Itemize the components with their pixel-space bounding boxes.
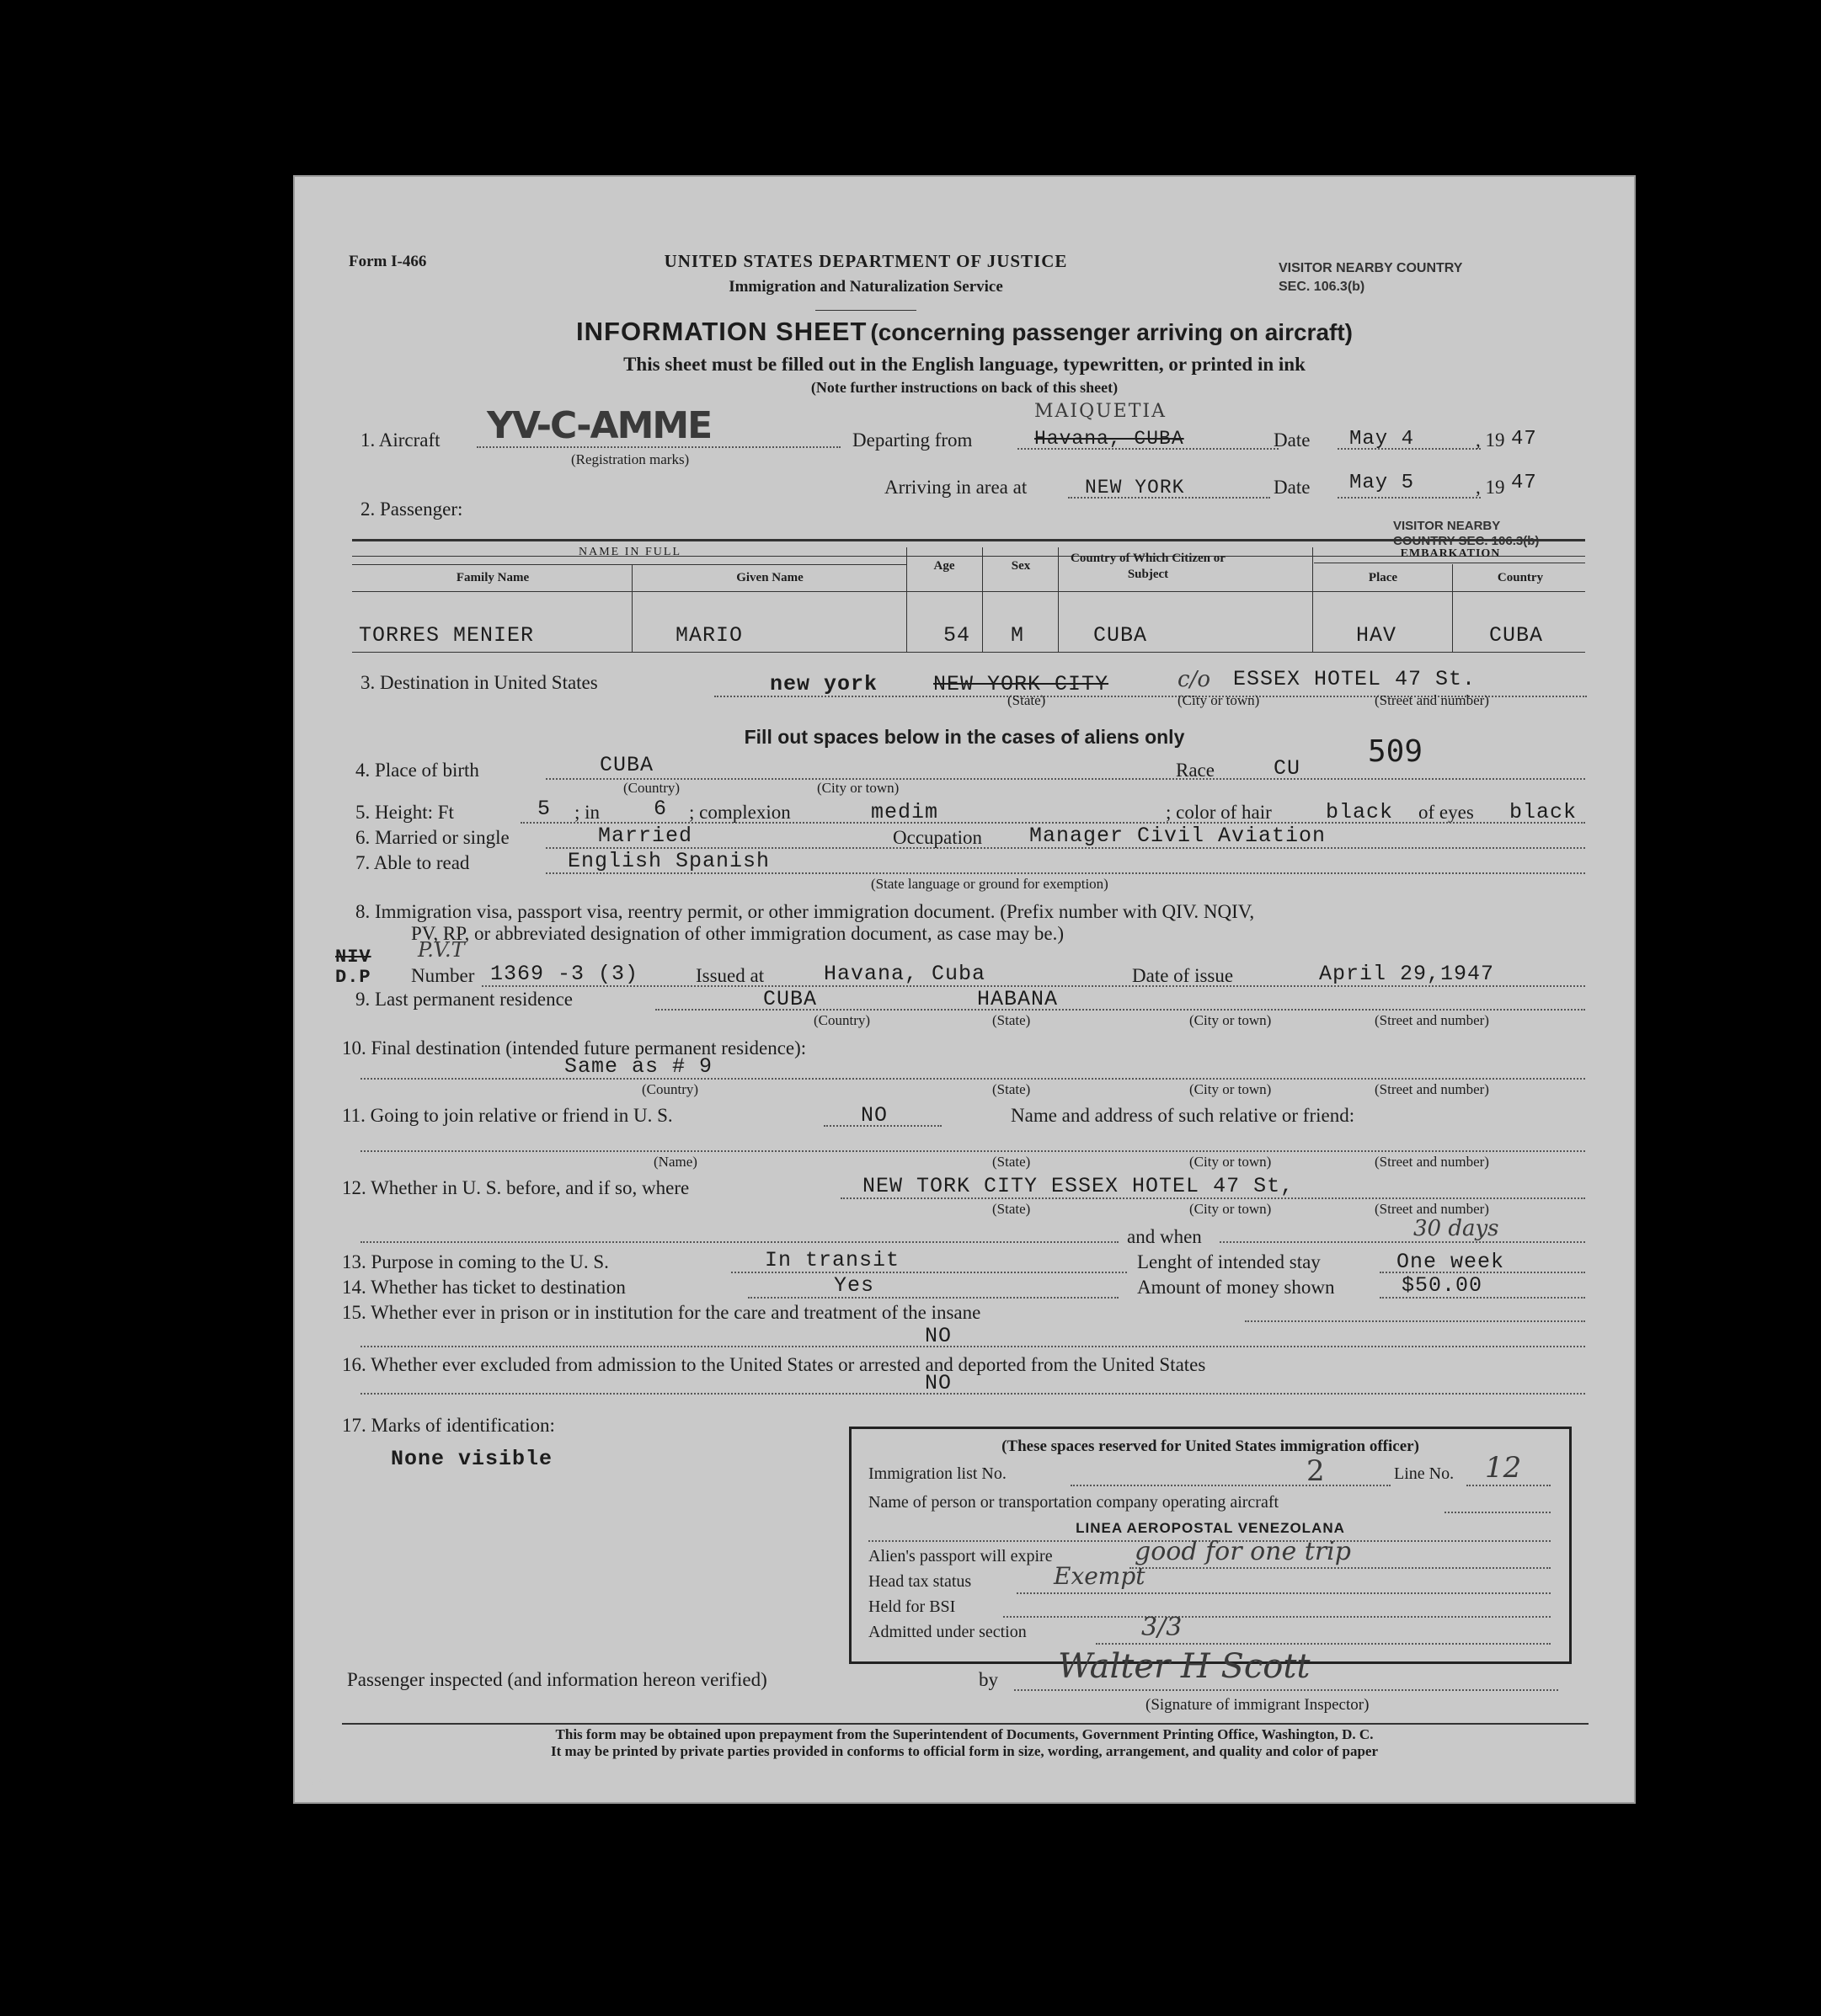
departing-label: Departing from xyxy=(852,429,973,451)
and-when-label: and when xyxy=(1127,1226,1202,1247)
footer-line-2: It may be printed by private parties provided in conforms to official form in size, wording, arrangement, and quality and color of paper xyxy=(550,1743,1379,1759)
last-residence-country: CUBA xyxy=(763,987,818,1011)
caption-relative-street: (Street and number) xyxy=(1375,1154,1489,1170)
service-name: Immigration and Naturalization Service xyxy=(729,278,1003,296)
caption-final-state: (State) xyxy=(992,1081,1031,1097)
form-title xyxy=(293,317,1636,347)
age-heading: Age xyxy=(933,559,955,573)
prison-value: NO xyxy=(925,1324,953,1348)
family-name-value: TORRES MENIER xyxy=(359,623,535,648)
complexion-label: ; complexion xyxy=(689,802,791,823)
arrive-year-prefix: , 19 xyxy=(1476,477,1505,498)
languages-value: English Spanish xyxy=(568,849,771,873)
final-destination-label: 10. Final destination (intended future permanent residence): xyxy=(342,1037,807,1059)
marital-value: Married xyxy=(598,824,693,848)
departing-handwritten: MAIQUETIA xyxy=(1034,401,1167,422)
citizen-value: CUBA xyxy=(1093,623,1148,648)
bsi-label: Held for BSI xyxy=(868,1597,956,1616)
purpose-label: 13. Purpose in coming to the U. S. xyxy=(342,1251,609,1272)
doc-prefix-bottom: D.P xyxy=(335,967,371,988)
officer-box xyxy=(849,1427,1572,1664)
hair-label: ; color of hair xyxy=(1166,802,1272,823)
destination-city: NEW YORK CITY xyxy=(933,672,1109,696)
passport-expire-label: Alien's passport will expire xyxy=(868,1547,1053,1565)
depart-year-prefix: , 19 xyxy=(1476,429,1505,451)
caption-relative-name: (Name) xyxy=(654,1154,697,1170)
caption-city: (City or town) xyxy=(1178,692,1260,708)
marks-value: None visible xyxy=(391,1447,553,1471)
caption-birth-city: (City or town) xyxy=(817,780,900,796)
purpose-value: In transit xyxy=(765,1248,900,1272)
passport-expire-value: good for one trip xyxy=(1135,1537,1351,1566)
caption-before-city: (City or town) xyxy=(1189,1201,1272,1217)
us-before-value: NEW TORK CITY ESSEX HOTEL 47 St, xyxy=(862,1174,1295,1198)
depart-date: May 4 xyxy=(1349,428,1415,451)
head-tax-value: Exempt xyxy=(1054,1562,1145,1590)
embark-place-heading: Place xyxy=(1368,571,1398,584)
last-residence-label: 9. Last permanent residence xyxy=(355,989,573,1010)
aliens-only-heading: Fill out spaces below in the cases of aliens only xyxy=(744,726,1185,748)
age-value: 54 xyxy=(943,623,971,648)
caption-res-street: (Street and number) xyxy=(1375,1012,1489,1028)
money-label: Amount of money shown xyxy=(1137,1277,1335,1298)
occupation-label: Occupation xyxy=(893,827,983,848)
title-main: INFORMATION SHEET xyxy=(576,317,868,346)
doc-prefix-handwritten: P.V.T xyxy=(418,938,465,962)
embark-place-value: HAV xyxy=(1356,623,1397,648)
inspector-caption: (Signature of immigrant Inspector) xyxy=(1145,1696,1370,1714)
excluded-value: NO xyxy=(925,1371,953,1395)
caption-relative-city: (City or town) xyxy=(1189,1154,1272,1170)
issue-date-value: April 29,1947 xyxy=(1319,962,1495,986)
line-no-value: 12 xyxy=(1485,1451,1522,1485)
caption-final-street: (Street and number) xyxy=(1375,1081,1489,1097)
caption-res-state: (State) xyxy=(992,1012,1031,1028)
destination-care-of: c/o xyxy=(1178,667,1210,692)
registration-caption: (Registration marks) xyxy=(571,451,690,467)
immigration-doc-line-2: PV, RP, or abbreviated designation of other immigration document, as case may be.) xyxy=(411,923,1065,944)
last-residence-state: HABANA xyxy=(977,987,1059,1011)
caption-final-city: (City or town) xyxy=(1189,1081,1272,1097)
caption-relative-state: (State) xyxy=(992,1154,1031,1170)
hair-value: black xyxy=(1326,800,1394,824)
given-name-heading: Given Name xyxy=(736,571,804,584)
arrive-year: 47 xyxy=(1511,472,1537,494)
admitted-label: Admitted under section xyxy=(868,1623,1027,1641)
issued-at-label: Issued at xyxy=(696,965,765,986)
passenger-label: 2. Passenger: xyxy=(360,499,463,520)
height-ft: 5 xyxy=(537,797,552,821)
inspector-signature: Walter H Scott xyxy=(1058,1647,1311,1686)
arrive-date: May 5 xyxy=(1349,472,1415,494)
able-to-read-label: 7. Able to read xyxy=(355,852,470,873)
race-code: 509 xyxy=(1368,734,1423,769)
caption-before-state: (State) xyxy=(992,1201,1031,1217)
ticket-value: Yes xyxy=(834,1273,875,1298)
height-in: 6 xyxy=(654,797,668,821)
race-value: CU xyxy=(1274,756,1301,781)
instruction-line-1: This sheet must be filled out in the English language, typewritten, or printed in ink xyxy=(623,354,1306,375)
caption-res-country: (Country) xyxy=(814,1012,871,1028)
height-in-label: ; in xyxy=(574,802,601,823)
family-name-heading: Family Name xyxy=(456,571,530,584)
destination-state: new york xyxy=(770,672,878,696)
immigration-list-value: 2 xyxy=(1306,1454,1325,1488)
title-sub: (concerning passenger arriving on aircraft) xyxy=(870,319,1353,345)
doc-prefix-top: NIV xyxy=(335,947,371,968)
stay-label: Lenght of intended stay xyxy=(1137,1251,1321,1272)
caption-birth-country: (Country) xyxy=(623,780,681,796)
birthplace-country: CUBA xyxy=(600,753,654,777)
join-relative-label: 11. Going to join relative or friend in U. S. xyxy=(342,1105,673,1126)
final-destination-value: Same as # 9 xyxy=(564,1054,713,1079)
given-name-value: MARIO xyxy=(676,623,744,648)
caption-street: (Street and number) xyxy=(1375,692,1489,708)
us-before-label: 12. Whether in U. S. before, and if so, where xyxy=(342,1177,690,1198)
form-number: Form I-466 xyxy=(349,253,427,270)
departing-value: Havana, CUBA xyxy=(1034,428,1184,450)
visitor-stamp-top: VISITOR NEARBY COUNTRY SEC. 106.3(b) xyxy=(1279,261,1463,294)
immigration-doc-line-1: 8. Immigration visa, passport visa, reentry permit, or other immigration document. (Prefix number with QIV. NQIV, xyxy=(355,901,1255,922)
doc-number-label: Number xyxy=(411,965,475,986)
arrive-date-label: Date xyxy=(1274,477,1311,498)
aircraft-value: YV-C-AMME xyxy=(487,404,712,447)
excluded-label: 16. Whether ever excluded from admission to the United States or arrested and deported from the United States xyxy=(342,1354,1206,1375)
embark-country-value: CUBA xyxy=(1489,623,1544,648)
race-label: Race xyxy=(1176,760,1215,781)
caption-final-country: (Country) xyxy=(642,1081,699,1097)
join-relative-value: NO xyxy=(861,1103,889,1128)
complexion-value: medim xyxy=(871,800,939,824)
issued-at-value: Havana, Cuba xyxy=(824,962,986,986)
company-label: Name of person or transportation company operating aircraft xyxy=(868,1493,1279,1512)
inspection-by: by xyxy=(979,1669,998,1690)
country-citizen-heading: Country of Which Citizen or Subject xyxy=(1071,552,1226,581)
height-label: 5. Height: Ft xyxy=(355,802,454,823)
officer-box-heading: (These spaces reserved for United States immigration officer) xyxy=(1001,1437,1419,1455)
marks-label: 17. Marks of identification: xyxy=(342,1415,555,1436)
sex-heading: Sex xyxy=(1011,559,1031,573)
caption-res-city: (City or town) xyxy=(1189,1012,1272,1028)
department-name: UNITED STATES DEPARTMENT OF JUSTICE xyxy=(664,251,1068,271)
company-value: LINEA AEROPOSTAL VENEZOLANA xyxy=(1076,1520,1345,1536)
ticket-label: 14. Whether has ticket to destination xyxy=(342,1277,626,1298)
head-tax-label: Head tax status xyxy=(868,1572,972,1591)
marital-label: 6. Married or single xyxy=(355,827,510,848)
birthplace-label: 4. Place of birth xyxy=(355,760,479,781)
destination-street: ESSEX HOTEL 47 St. xyxy=(1233,667,1477,691)
caption-state: (State) xyxy=(1007,692,1046,708)
eyes-label: of eyes xyxy=(1418,802,1474,823)
prison-label: 15. Whether ever in prison or in institution for the care and treatment of the insane xyxy=(342,1302,981,1323)
depart-year: 47 xyxy=(1511,428,1537,451)
languages-caption: (State language or ground for exemption) xyxy=(871,876,1108,892)
issue-date-label: Date of issue xyxy=(1132,965,1234,986)
destination-label: 3. Destination in United States xyxy=(360,672,598,693)
depart-date-label: Date xyxy=(1274,429,1311,451)
inspection-label: Passenger inspected (and information hereon verified) xyxy=(347,1669,767,1690)
arriving-label: Arriving in area at xyxy=(884,477,1028,498)
line-no-label: Line No. xyxy=(1394,1464,1455,1483)
occupation-value: Manager Civil Aviation xyxy=(1029,824,1327,848)
instruction-line-2: (Note further instructions on back of this sheet) xyxy=(810,379,1119,396)
caption-before-street: (Street and number) xyxy=(1375,1201,1489,1217)
doc-number-value: 1369 -3 (3) xyxy=(490,962,639,986)
and-when-value: 30 days xyxy=(1413,1216,1499,1241)
form-sheet xyxy=(293,175,1636,1804)
footer-line-1: This form may be obtained upon prepayment from the Superintendent of Documents, Government Printing Office, Washington, D. C. xyxy=(555,1726,1374,1742)
margin-note: u xyxy=(307,1767,325,1800)
embarkation-heading: EMBARKATION xyxy=(1400,547,1501,560)
stay-value: One week xyxy=(1396,1250,1505,1274)
admitted-value: 3/3 xyxy=(1141,1613,1183,1642)
eyes-value: black xyxy=(1509,800,1578,824)
relative-name-address-label: Name and address of such relative or friend: xyxy=(1011,1105,1355,1126)
money-value: $50.00 xyxy=(1402,1273,1483,1298)
arriving-value: NEW YORK xyxy=(1085,477,1185,499)
name-in-full-heading: NAME IN FULL xyxy=(579,546,681,558)
sex-value: M xyxy=(1011,623,1025,648)
immigration-list-label: Immigration list No. xyxy=(868,1464,1007,1483)
aircraft-label: 1. Aircraft xyxy=(360,429,441,451)
embark-country-heading: Country xyxy=(1497,571,1544,584)
visitor-stamp-side: VISITOR NEARBY COUNTRY SEC. 106.3(b) xyxy=(1393,519,1540,548)
